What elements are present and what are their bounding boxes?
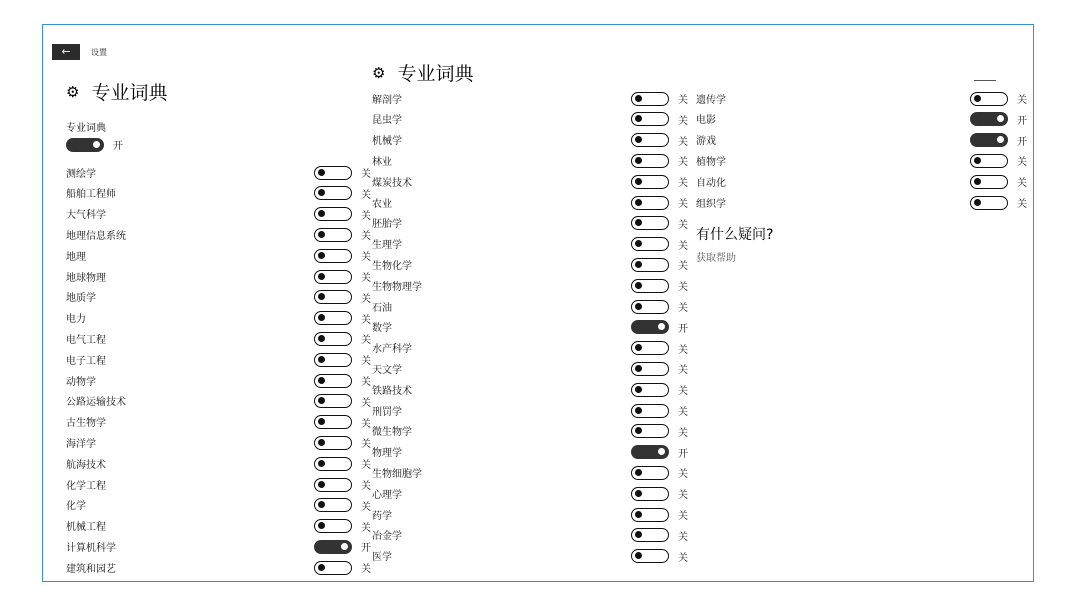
toggle-switch[interactable] <box>631 362 669 376</box>
toggle-switch[interactable] <box>631 341 669 355</box>
toggle-state: 关 <box>678 282 688 294</box>
toggle-state: 关 <box>678 344 688 356</box>
setting-label: 遗传学 <box>696 94 726 106</box>
setting-label: 地理信息系统 <box>66 230 126 242</box>
setting-label: 微生物学 <box>372 427 412 439</box>
help-heading: 有什么疑问? <box>696 227 774 243</box>
toggle-state: 关 <box>678 365 688 377</box>
setting-toggle[interactable] <box>314 373 371 388</box>
setting-toggle[interactable] <box>314 352 371 367</box>
setting-label: 游戏 <box>696 136 716 148</box>
toggle-state: 关 <box>361 293 371 305</box>
toggle-switch[interactable] <box>970 92 1008 106</box>
toggle-state: 关 <box>361 460 371 472</box>
toggle-state: 关 <box>361 522 371 534</box>
setting-toggle[interactable] <box>314 311 371 326</box>
toggle-switch[interactable] <box>314 249 352 263</box>
setting-label: 昆虫学 <box>372 115 402 127</box>
setting-toggle[interactable] <box>314 560 371 575</box>
toggle-state: 关 <box>678 490 688 502</box>
toggle-switch[interactable] <box>314 436 352 450</box>
setting-toggle[interactable] <box>631 424 688 439</box>
toggle-state: 开 <box>113 141 123 152</box>
toggle-switch[interactable] <box>314 228 352 242</box>
toggle-switch[interactable] <box>314 186 352 200</box>
setting-toggle[interactable] <box>970 174 1027 189</box>
setting-toggle[interactable] <box>631 382 688 397</box>
toggle-switch[interactable] <box>631 175 669 189</box>
setting-label: 航海技术 <box>66 459 106 471</box>
setting-label: 解剖学 <box>372 94 402 106</box>
toggle-switch[interactable] <box>631 320 669 334</box>
setting-label: 生理学 <box>372 240 402 252</box>
toggle-state: 关 <box>678 261 688 273</box>
setting-toggle[interactable] <box>631 507 688 522</box>
toggle-state: 关 <box>361 273 371 284</box>
gear-icon: ⚙ <box>372 63 386 82</box>
setting-toggle[interactable] <box>314 498 371 513</box>
toggle-switch[interactable] <box>970 112 1008 126</box>
setting-label: 林业 <box>372 156 392 168</box>
toggle-state: 关 <box>678 511 688 522</box>
setting-label: 石油 <box>372 302 392 314</box>
setting-label: 天文学 <box>372 364 402 376</box>
toggle-switch[interactable] <box>631 112 669 126</box>
scroll-indicator <box>974 80 996 81</box>
toggle-switch[interactable] <box>314 353 352 367</box>
setting-label: 海洋学 <box>66 438 96 450</box>
setting-toggle[interactable] <box>314 165 371 180</box>
toggle-state: 关 <box>1017 199 1027 210</box>
setting-toggle[interactable] <box>314 207 371 222</box>
setting-toggle[interactable] <box>631 486 688 501</box>
setting-label: 电影 <box>696 115 716 127</box>
setting-toggle[interactable] <box>631 257 688 272</box>
toggle-switch[interactable] <box>631 196 669 210</box>
toggle-state: 关 <box>1017 95 1027 106</box>
setting-label: 建筑和园艺 <box>66 563 116 575</box>
setting-label: 组织学 <box>696 198 726 210</box>
toggle-switch[interactable] <box>314 561 352 575</box>
setting-label: 电气工程 <box>66 334 106 346</box>
toggle-state: 关 <box>361 314 371 326</box>
toggle-switch[interactable] <box>631 279 669 293</box>
toggle-switch[interactable] <box>970 154 1008 168</box>
toggle-state: 关 <box>1017 157 1027 169</box>
setting-label: 物理学 <box>372 448 402 460</box>
toggle-switch[interactable] <box>631 487 669 501</box>
back-arrow-icon: ← <box>61 45 71 58</box>
toggle-switch[interactable] <box>314 394 352 408</box>
toggle-state: 开 <box>1017 136 1027 148</box>
toggle-switch[interactable] <box>631 383 669 397</box>
setting-label: 自动化 <box>696 177 726 189</box>
setting-toggle[interactable] <box>631 153 688 168</box>
toggle-switch[interactable] <box>631 92 669 106</box>
setting-label: 药学 <box>372 510 392 522</box>
toggle-switch[interactable] <box>314 374 352 388</box>
toggle-state: 关 <box>678 427 688 439</box>
toggle-switch[interactable] <box>314 457 352 471</box>
setting-toggle[interactable] <box>631 465 688 480</box>
toggle-switch[interactable] <box>314 166 352 180</box>
setting-label: 化学 <box>66 501 86 513</box>
setting-label: 医学 <box>372 552 392 564</box>
setting-toggle[interactable] <box>970 91 1027 106</box>
setting-toggle[interactable] <box>314 394 371 409</box>
toggle-state: 关 <box>678 469 688 481</box>
toggle-state: 关 <box>361 231 371 243</box>
back-button[interactable] <box>52 44 80 60</box>
setting-label: 数学 <box>372 323 392 335</box>
setting-toggle[interactable] <box>631 237 688 252</box>
toggle-state: 开 <box>361 543 371 555</box>
setting-label: 生物物理学 <box>372 281 422 293</box>
toggle-switch[interactable] <box>314 332 352 346</box>
setting-toggle[interactable] <box>970 133 1027 148</box>
setting-toggle[interactable] <box>631 278 688 293</box>
setting-label: 刑罚学 <box>372 406 402 418</box>
setting-toggle[interactable] <box>631 549 688 564</box>
setting-label: 电力 <box>66 314 86 326</box>
setting-toggle[interactable] <box>631 320 688 335</box>
toggle-state: 关 <box>678 552 688 564</box>
setting-toggle[interactable] <box>631 341 688 356</box>
toggle-state: 关 <box>361 356 371 368</box>
toggle-switch[interactable] <box>631 445 669 459</box>
app-title: 设置 <box>91 48 107 57</box>
toggle-switch[interactable] <box>631 216 669 230</box>
setting-toggle[interactable] <box>631 299 688 314</box>
toggle-state: 关 <box>361 189 371 201</box>
toggle-state: 关 <box>361 564 371 576</box>
setting-toggle[interactable] <box>631 528 688 543</box>
toggle-switch[interactable] <box>631 466 669 480</box>
toggle-state: 关 <box>678 219 688 231</box>
setting-label: 冶金学 <box>372 531 402 543</box>
toggle-state: 关 <box>361 252 371 264</box>
setting-toggle[interactable] <box>631 216 688 231</box>
toggle-state: 关 <box>361 210 371 222</box>
toggle-switch[interactable] <box>970 133 1008 147</box>
setting-label: 水产科学 <box>372 344 412 356</box>
toggle-state: 关 <box>678 407 688 418</box>
setting-toggle[interactable] <box>314 415 371 430</box>
setting-label: 煤炭技术 <box>372 177 412 189</box>
toggle-state: 关 <box>678 136 688 148</box>
toggle-state: 关 <box>361 501 371 513</box>
toggle-switch[interactable] <box>631 528 669 542</box>
toggle-state: 关 <box>361 377 371 388</box>
setting-label: 测绘学 <box>66 168 96 180</box>
toggle-switch[interactable] <box>314 311 352 325</box>
setting-label: 地球物理 <box>66 272 106 284</box>
gear-icon: ⚙ <box>66 82 80 101</box>
toggle-switch[interactable] <box>631 424 669 438</box>
setting-label: 公路运输技术 <box>66 397 126 409</box>
setting-label: 地质学 <box>66 293 96 305</box>
toggle-state: 关 <box>678 240 688 252</box>
toggle-switch[interactable] <box>314 498 352 512</box>
toggle-switch[interactable] <box>314 540 352 554</box>
setting-label: 地理 <box>66 251 86 263</box>
setting-label: 化学工程 <box>66 480 106 492</box>
setting-toggle[interactable] <box>314 186 371 201</box>
toggle-state: 关 <box>361 335 371 347</box>
setting-toggle[interactable] <box>631 403 688 418</box>
setting-toggle[interactable] <box>314 519 371 534</box>
setting-label: 电子工程 <box>66 355 106 367</box>
setting-label: 船舶工程师 <box>66 189 116 201</box>
toggle-state: 关 <box>678 531 688 543</box>
setting-toggle[interactable] <box>631 445 688 460</box>
toggle-switch[interactable] <box>970 175 1008 189</box>
setting-toggle[interactable] <box>314 435 371 450</box>
setting-label: 动物学 <box>66 376 96 388</box>
toggle-state: 关 <box>361 169 371 180</box>
toggle-switch[interactable] <box>314 207 352 221</box>
toggle-switch[interactable] <box>314 519 352 533</box>
setting-label: 生物细胞学 <box>372 468 422 480</box>
setting-toggle[interactable] <box>314 269 371 284</box>
toggle-switch[interactable] <box>66 138 104 152</box>
toggle-state: 关 <box>678 95 688 106</box>
toggle-switch[interactable] <box>631 133 669 147</box>
toggle-switch[interactable] <box>631 300 669 314</box>
toggle-state: 关 <box>361 439 371 451</box>
toggle-switch[interactable] <box>314 478 352 492</box>
setting-toggle[interactable] <box>970 195 1027 210</box>
setting-toggle[interactable] <box>631 91 688 106</box>
setting-label: 生物化学 <box>372 260 412 272</box>
setting-toggle[interactable] <box>631 174 688 189</box>
toggle-state: 关 <box>678 199 688 210</box>
toggle-switch[interactable] <box>631 237 669 251</box>
setting-label: 铁路技术 <box>372 385 412 397</box>
toggle-switch[interactable] <box>631 404 669 418</box>
master-toggle-label: 专业词典 <box>66 123 106 134</box>
setting-label: 胚胎学 <box>372 219 402 231</box>
setting-toggle[interactable] <box>970 153 1027 168</box>
setting-toggle[interactable] <box>314 248 371 263</box>
toggle-switch[interactable] <box>631 154 669 168</box>
get-help-link[interactable]: 获取帮助 <box>696 253 736 264</box>
toggle-switch[interactable] <box>970 196 1008 210</box>
toggle-state: 关 <box>678 303 688 314</box>
toggle-switch[interactable] <box>314 290 352 304</box>
page-title-secondary: ⚙ 专业词典 <box>372 63 474 85</box>
toggle-switch[interactable] <box>631 549 669 563</box>
toggle-state: 开 <box>1017 115 1027 127</box>
setting-label: 植物学 <box>696 156 726 168</box>
setting-label: 大气科学 <box>66 210 106 222</box>
toggle-switch[interactable] <box>631 258 669 272</box>
page-title: ⚙ 专业词典 <box>66 82 168 104</box>
toggle-switch[interactable] <box>314 270 352 284</box>
toggle-state: 关 <box>1017 178 1027 190</box>
master-toggle[interactable] <box>66 137 123 152</box>
setting-label: 机械学 <box>372 136 402 148</box>
setting-label: 古生物学 <box>66 418 106 430</box>
setting-toggle[interactable] <box>631 361 688 376</box>
toggle-switch[interactable] <box>314 415 352 429</box>
toggle-state: 开 <box>678 448 688 460</box>
toggle-state: 开 <box>678 323 688 335</box>
setting-toggle[interactable] <box>314 227 371 242</box>
setting-label: 心理学 <box>372 489 402 501</box>
setting-toggle[interactable] <box>631 112 688 127</box>
settings-window <box>42 24 1034 582</box>
setting-toggle[interactable] <box>631 133 688 148</box>
toggle-switch[interactable] <box>631 508 669 522</box>
toggle-state: 关 <box>678 157 688 169</box>
toggle-state: 关 <box>361 418 371 430</box>
toggle-state: 关 <box>361 397 371 409</box>
setting-toggle[interactable] <box>631 195 688 210</box>
toggle-state: 关 <box>678 178 688 190</box>
setting-toggle[interactable] <box>970 112 1027 127</box>
setting-toggle[interactable] <box>314 539 371 554</box>
setting-toggle[interactable] <box>314 331 371 346</box>
setting-label: 计算机科学 <box>66 542 116 554</box>
setting-toggle[interactable] <box>314 290 371 305</box>
toggle-state: 关 <box>678 386 688 398</box>
setting-label: 农业 <box>372 198 392 210</box>
setting-toggle[interactable] <box>314 477 371 492</box>
setting-toggle[interactable] <box>314 456 371 471</box>
toggle-state: 关 <box>361 481 371 492</box>
toggle-state: 关 <box>678 115 688 127</box>
setting-label: 机械工程 <box>66 522 106 534</box>
